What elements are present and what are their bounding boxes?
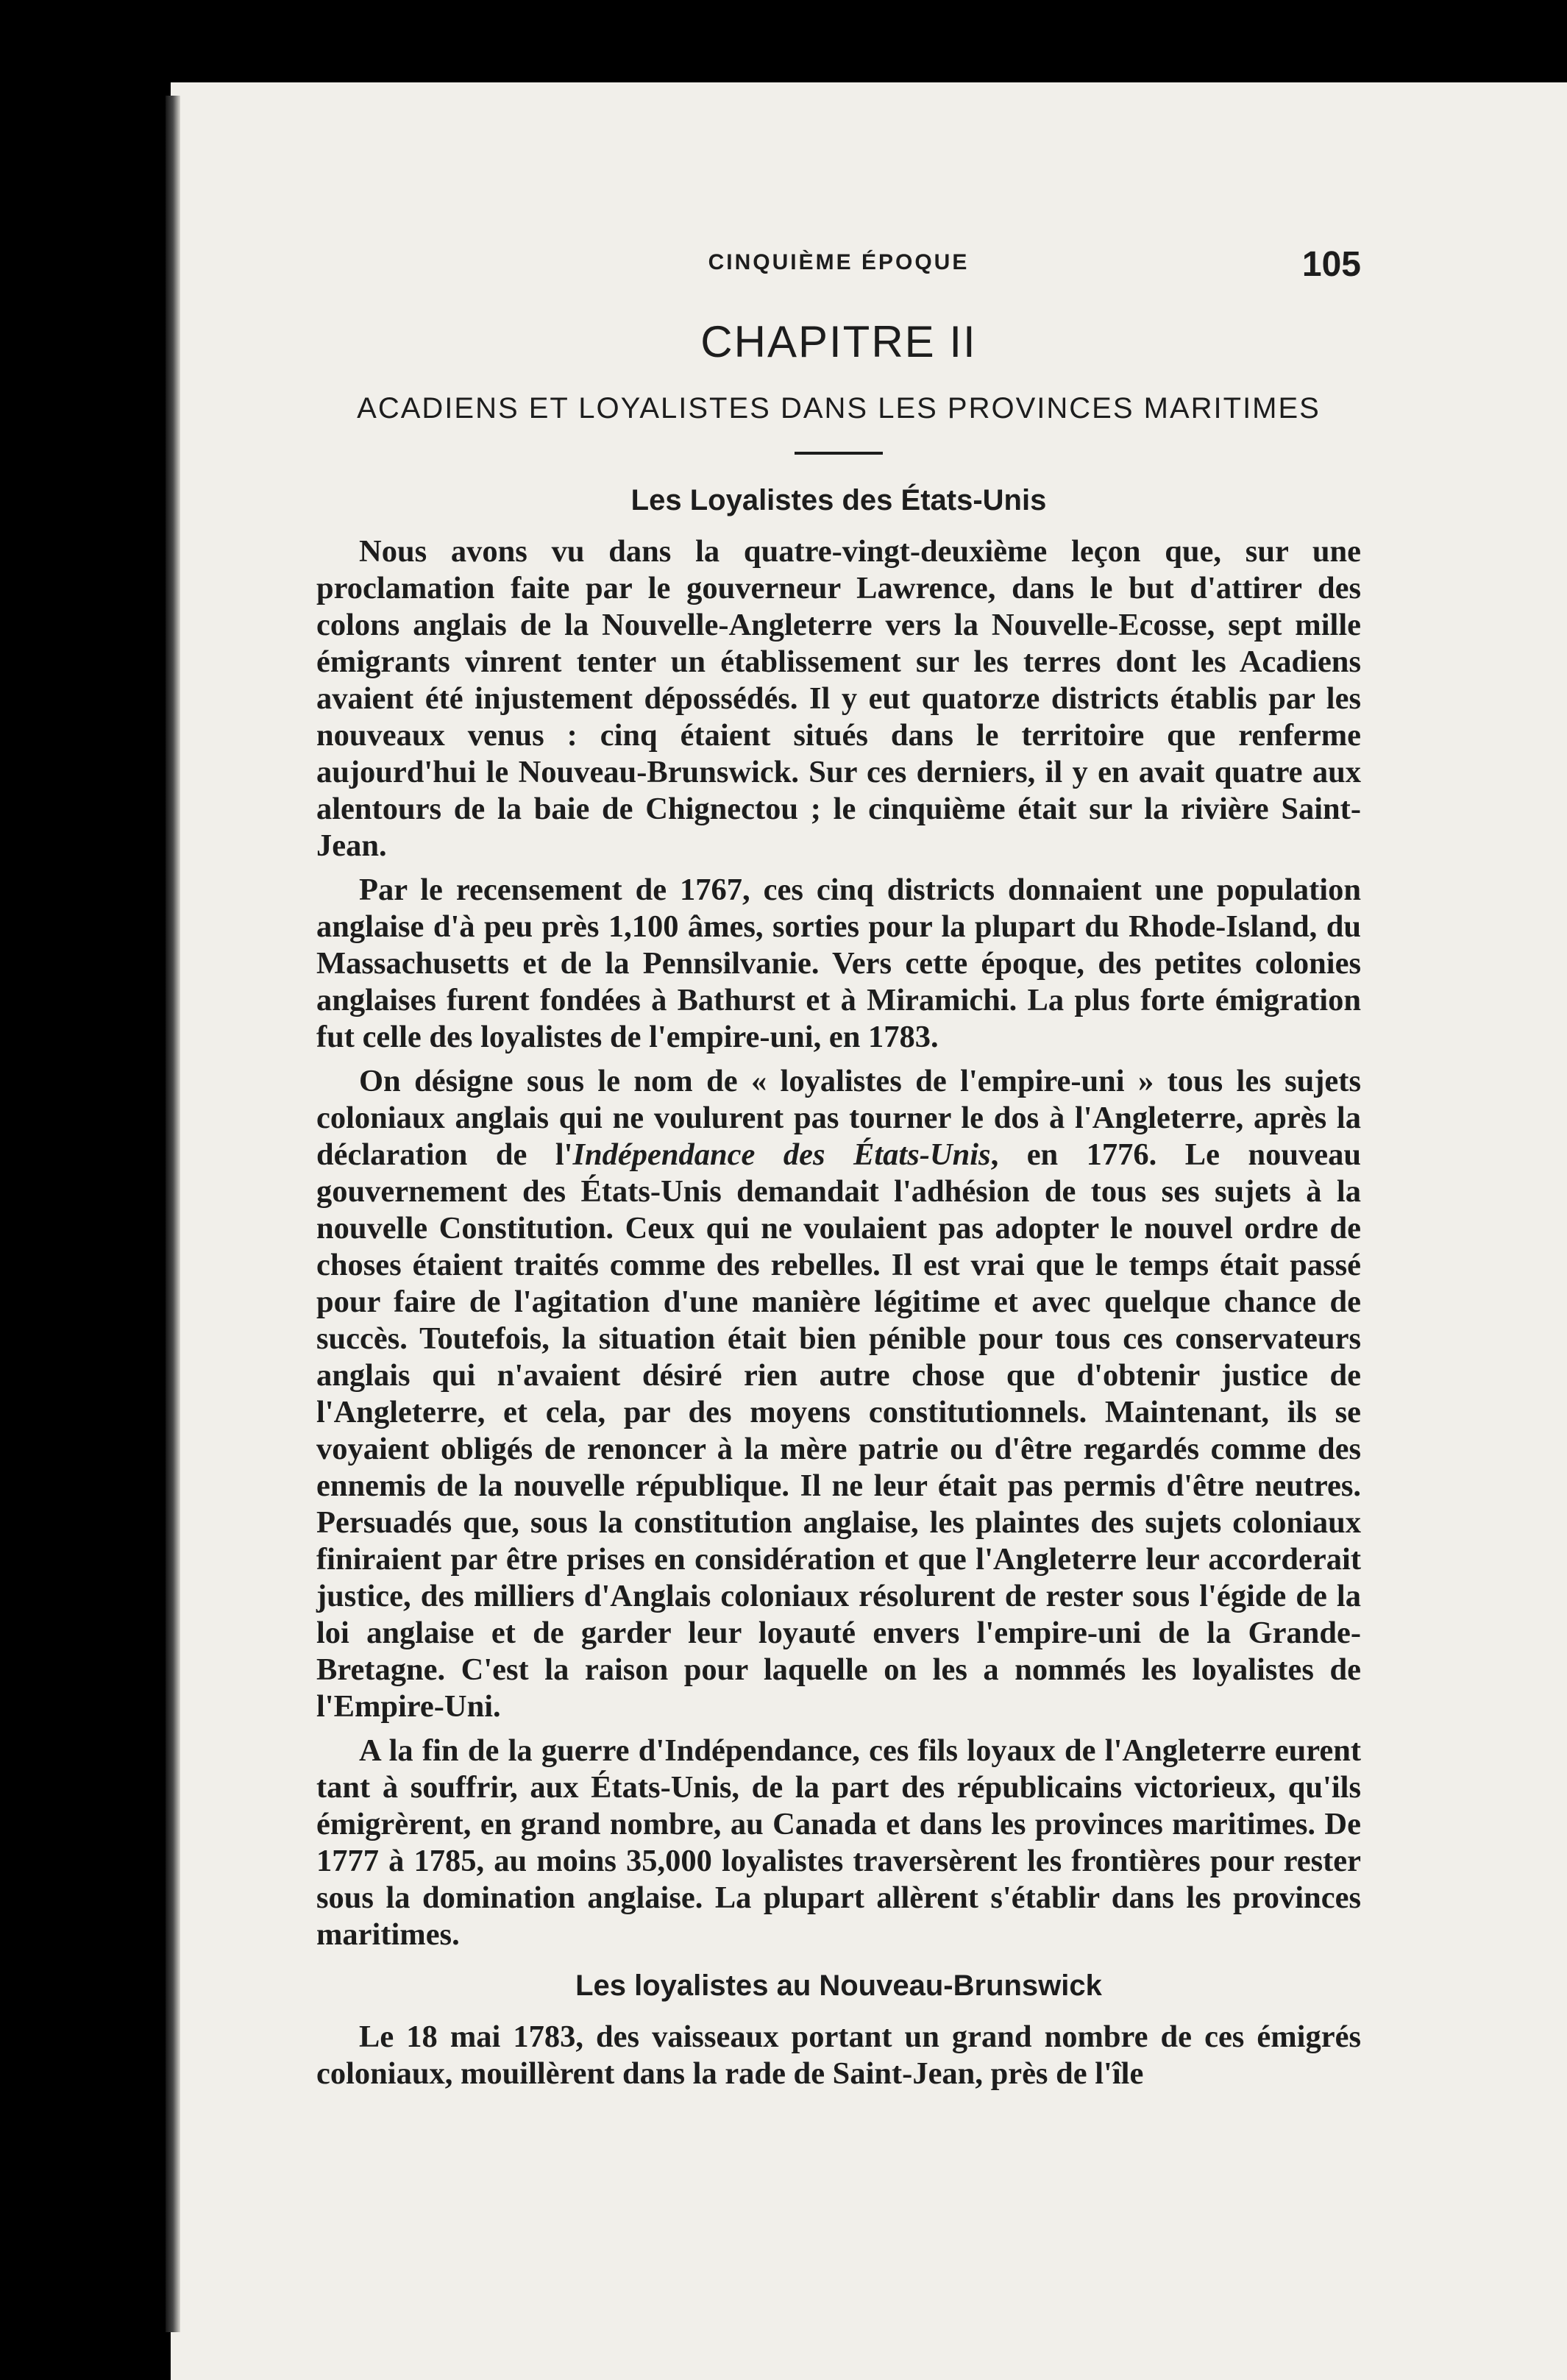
section-divider — [795, 452, 883, 455]
page-binding-edge — [166, 96, 180, 2332]
paragraph: Nous avons vu dans la quatre-vingt-deuxième leçon que, sur une proclamation faite par le gouverneur Lawrence, dans le but d'attirer des colons anglais de la Nouvelle-Angleterre vers la Nouvelle-Ecosse, sept mille émigrants vinrent tenter un établissement sur les terres dont les Acadiens avaient été injustement dépossédés. Il y eut quatorze districts établis par les nouveaux venus : cinq étaient situés dans le territoire que renferme aujourd'hui le Nouveau-Brunswick. Sur ces derniers, il y en avait quatre aux alentours de la baie de Chignectou ; le cinquième était sur la rivière Saint-Jean. — [316, 534, 1361, 863]
page-content — [316, 235, 1361, 2092]
chapter-label: CHAPITRE II — [700, 317, 977, 366]
paragraph: A la fin de la guerre d'Indépendance, ces fils loyaux de l'Angleterre eurent tant à souffrir, aux États-Unis, de la part des républicains victorieux, qu'ils émigrèrent, en grand nombre, au Canada et dans les provinces maritimes. De 1777 à 1785, au moins 35,000 loyalistes traversèrent les frontières pour rester sous la domination anglaise. La plupart allèrent s'établir dans les provinces maritimes. — [316, 1733, 1361, 1952]
running-head-title: CINQUIÈME ÉPOQUE — [708, 250, 970, 274]
italic-title: Indépendance des États-Unis — [572, 1137, 991, 1172]
page-number: 105 — [1301, 245, 1361, 284]
section-heading-loyalistes-nouveau-brunswick: Les loyalistes au Nouveau-Brunswick — [575, 1969, 1102, 2002]
paragraph: Par le recensement de 1767, ces cinq districts donnaient une population anglaise d'à peu près 1,100 âmes, sorties pour la plupart du Rhode-Island, du Massachusetts et de la Pennsilvanie. Vers cette époque, des petites colonies anglaises furent fondées à Bathurst et à Miramichi. La plus forte émigration fut celle des loyalistes de l'empire-uni, en 1783. — [316, 873, 1361, 1054]
paragraph-text: , en 1776. Le nouveau gouvernement des États-Unis demandait l'adhésion de tous ses sujets à la nouvelle Constitution. Ceux qui ne voulaient pas adopter le nouvel ordre de choses étaient traités comme des rebelles. Il est vrai que le temps était passé pour faire de l'agitation d'une manière légitime et avec quelque chance de succès. Toutefois, la situation était bien pénible pour tous ces conservateurs anglais qui n'avaient désiré rien autre chose que d'obtenir justice de l'Angleterre, et cela, par des moyens constitutionnels. Maintenant, ils se voyaient obligés de renoncer à la mère patrie ou d'être regardés comme des ennemis de la nouvelle république. Il ne leur était pas permis d'être neutres. Persuadés que, sous la constitution anglaise, les plaintes des sujets coloniaux finiraient par être prises en considération et que l'Angleterre leur accorderait justice, des milliers d'Anglais coloniaux résolurent de rester sous l'égide de la loi anglaise et de garder leur loyauté envers l'empire-uni de la Grande-Bretagne. C'est la raison pour laquelle on les a nommés les loyalistes de l'Empire-Uni. — [316, 1137, 1361, 1724]
paragraph-text: On désigne sous le nom de « loyalistes de l'empire-uni » tous les sujets coloniaux anglais qui ne voulurent pas tourner le dos à l'Angleterre, après la déclaration de l' — [316, 1064, 1361, 1172]
running-head — [316, 235, 1361, 302]
paragraph: Le 18 mai 1783, des vaisseaux portant un grand nombre de ces émigrés coloniaux, mouillèrent dans la rade de Saint-Jean, près de l'île — [316, 2020, 1361, 2091]
section-heading-loyalistes-etats-unis: Les Loyalistes des États-Unis — [630, 484, 1047, 516]
chapter-title: ACADIENS ET LOYALISTES DANS LES PROVINCES MARITIMES — [357, 392, 1321, 425]
paragraph — [316, 1063, 1361, 1725]
